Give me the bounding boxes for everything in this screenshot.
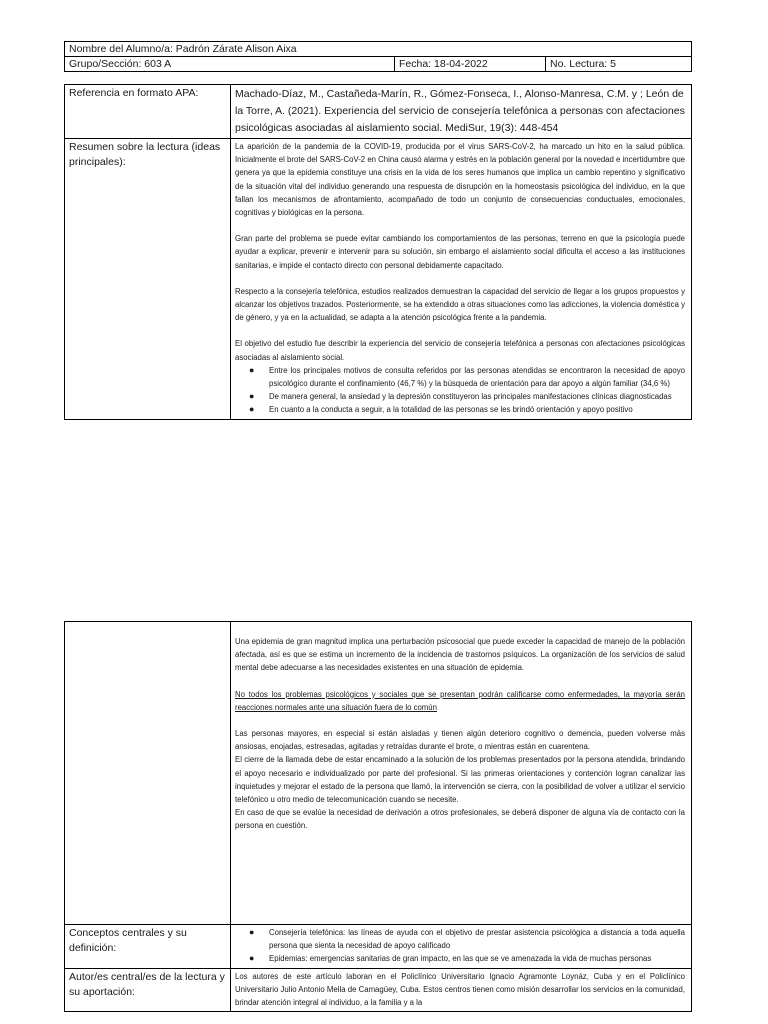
bullet-icon: ●	[249, 404, 255, 415]
summary-content	[231, 139, 692, 420]
continuation-paragraph-5: En caso de que se evalúe la necesidad de derivación a otros profesionales, se deberá disponer de alguna vía de contacto con la persona en cuestión.	[235, 808, 685, 831]
continuation-paragraph-3: Las personas mayores, en especial si están aisladas y tienen algún deterioro cognitivo o demencia, pueden volverse más ansiosas, enojadas, estresadas, agitadas y retraídas durante el brote, o mientras están en cuarentena.	[235, 729, 685, 752]
summary-paragraph-2: Gran parte del problema se puede evitar cambiando los comportamientos de las personas, terreno en que la psicología puede ayudar a explicar, prevenir e intervenir para su solución, sin embargo el aislamiento social dificulta el acceso a las instituciones sanitarias, e impide el contacto directo con personal debidamente capacitado.	[235, 234, 685, 270]
concepts-list	[235, 926, 685, 966]
reading-table-1	[64, 84, 692, 420]
list-item: ● En cuanto a la conducta a seguir, a la totalidad de las personas se les brindó orientación y apoyo positivo	[269, 403, 685, 416]
continuation-paragraph-1: Una epidemia de gran magnitud implica una perturbación psicosocial que puede exceder la capacidad de manejo de la población afectada, así es que se estima un incremento de la incidencia de trastornos psíquicos. La organización de los servicios de salud mental debe adecuarse a las necesidades existentes en una situación de epidemia.	[235, 637, 685, 673]
list-item: ● Consejería telefónica: las líneas de ayuda con el objetivo de prestar asistencia psicológica a distancia a toda aquella persona que sienta la necesidad de apoyo calificado	[249, 927, 685, 951]
summary-label: Resumen sobre la lectura (ideas principales):	[65, 139, 231, 420]
continuation-content	[231, 622, 692, 925]
summary-paragraph-3: Respecto a la consejería telefónica, estudios realizados demuestran la capacidad del servicio de llegar a los grupos propuestos y alcanzar los objetivos trazados. Posteriormente, se ha extendido a otras situaciones como las adicciones, la violencia doméstica y de género, y ya en la actualidad, se adapta a la atención psicológica frente a la pandemia.	[235, 286, 685, 323]
header-table	[64, 41, 692, 72]
bullet-icon: ●	[249, 953, 255, 964]
bullet-icon: ●	[249, 391, 255, 402]
continuation-label-cell	[65, 622, 231, 925]
reading-table-2	[64, 621, 692, 1012]
authors-content: Los autores de este artículo laboran en el Policlínico Universitario Ignacio Agramonte Loynáz, Cuba y en el Policlínico Universitario Julio Antonio Mella de Camagüey, Cuba. Estos centros tienen como misión desarrollar los servicios en la comunidad, brindar atención integral al individuo, a la familia y a la	[231, 968, 692, 1012]
summary-paragraph-1: La aparición de la pandemia de la COVID-19, producida por el virus SARS-CoV-2, ha marcado un hito en la salud pública. Inicialmente el brote del SARS-CoV-2 en China causó alarma y estrés en la población general por la novedad e incertidumbre que genera ya que la epidemia constituye una crisis en la vida de los seres humanos que implica un cambio repentino y significativo de la situación vital del individuo generando una respuesta de disrupción en la homeostasis psicológica del individuo, en la que fallan los mecanismos de afrontamiento, acompañado de todo un conjunto de consecuencias conductuales, emocionales, cognitivas y biológicas en la persona.	[235, 142, 685, 218]
authors-label: Autor/es central/es de la lectura y su aportación:	[65, 968, 231, 1012]
list-item: ● Entre los principales motivos de consulta referidos por las personas atendidas se encontraron la necesidad de apoyo psicológico durante el confinamiento (46,7 %) y la búsqueda de orientación para dar apoyo a algún familiar (34,6 %)	[249, 364, 685, 389]
list-item: ● Epidemias: emergencias sanitarias de gran impacto, en las que se ve amenazada la vida de muchas personas	[269, 952, 685, 965]
continuation-paragraph-4: El cierre de la llamada debe de estar encaminado a la solución de los problemas presentados por la persona atendida, brindando el apoyo necesario e individualizado por parte del profesional. Si las primeras orientaciones y contención logran canalizar las inquietudes y mejorar el estado de la persona que llamó, la intervención se cierra, con la posibilidad de volver a utilizar el servicio telefónico u otro medio de telecomunicación cuando se necesite.	[235, 755, 685, 805]
summary-bullet-list	[235, 364, 685, 417]
list-item: ● De manera general, la ansiedad y la depresión constituyeron las principales manifestaciones clínicas diagnosticadas	[269, 390, 685, 403]
date-field: Fecha: 18-04-2022	[395, 57, 546, 72]
bullet-icon: ●	[249, 927, 255, 937]
apa-reference-text: Machado-Díaz, M., Castañeda-Marín, R., Gómez-Fonseca, I., Alonso-Manresa, C.M. y ; León de la Torre, A. (2021). Experiencia del servicio de consejería telefónica a personas con afectaciones psicológicas asociadas al aislamiento social. MediSur, 19(3): 448-454	[231, 85, 692, 139]
concepts-content	[231, 925, 692, 969]
concepts-label: Conceptos centrales y su definición:	[65, 925, 231, 969]
bullet-icon: ●	[249, 364, 255, 375]
summary-paragraph-4: El objetivo del estudio fue describir la experiencia del servicio de consejería telefónica a personas con afectaciones psicológicas asociadas al aislamiento social.	[235, 339, 685, 362]
underlined-statement: No todos los problemas psicológicos y sociales que se presentan podrán calificarse como enfermedades, la mayoría serán reacciones normales ante una situación fuera de lo común	[235, 689, 685, 712]
student-name: Nombre del Alumno/a: Padrón Zárate Alison Aixa	[65, 42, 692, 57]
reading-number: No. Lectura: 5	[546, 57, 692, 72]
group-section: Grupo/Sección: 603 A	[65, 57, 395, 72]
apa-reference-label: Referencia en formato APA:	[65, 85, 231, 139]
